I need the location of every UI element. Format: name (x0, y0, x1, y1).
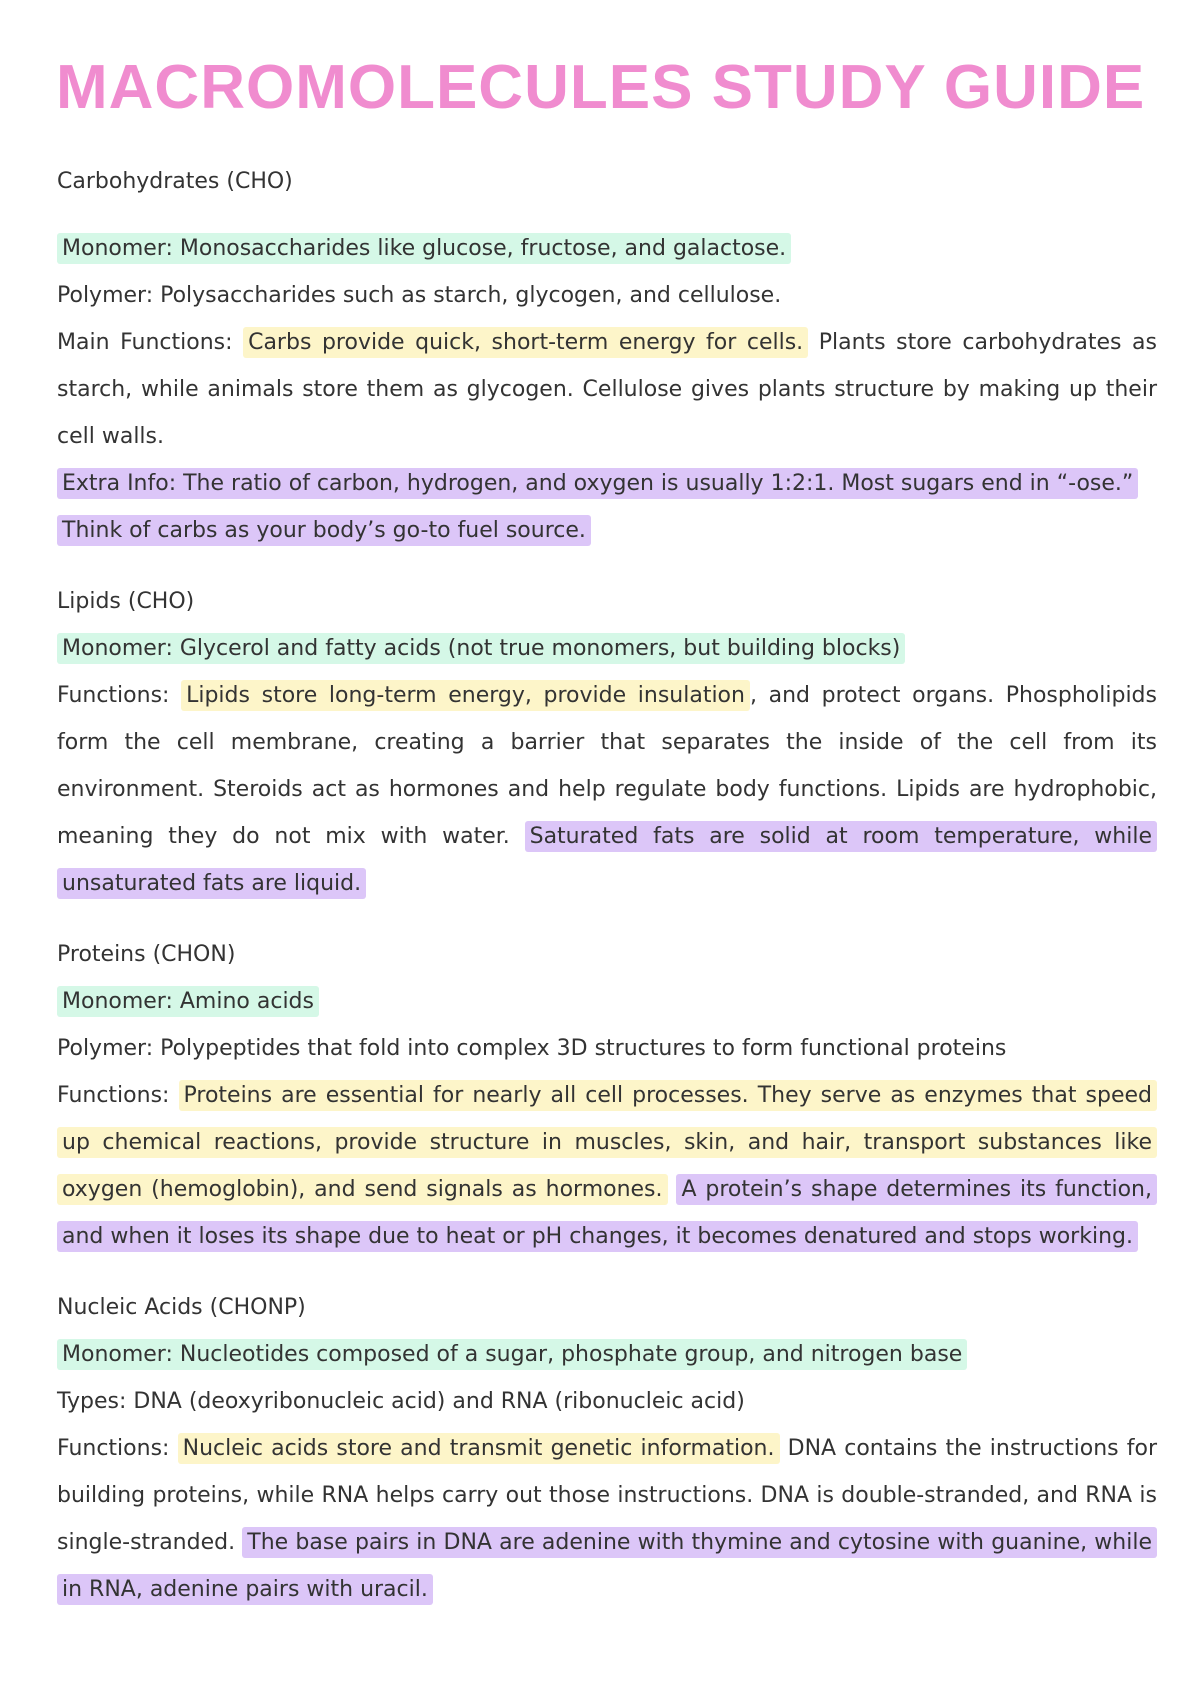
functions-label: Functions: (57, 683, 182, 708)
lipids-monomer: Monomer: Glycerol and fatty acids (not true monomers, but building blocks) (57, 633, 905, 664)
lipids-function-text: , and protect organs. Phospholipids form the cell membrane, creating a barrier that separates the inside of the cell from its environment. Steroids act as hormones and help regulate body functions. Lipids are hydrophobic, meaning they do not mix with water. (57, 683, 1157, 849)
section-heading-carbohydrates: Carbohydrates (CHO) (57, 169, 293, 194)
nucleic-monomer: Monomer: Nucleotides composed of a sugar, phosphate group, and nitrogen base (57, 1339, 967, 1370)
nucleic-functions (57, 1425, 1157, 1613)
lipids-extra-info: Saturated fats are solid at room temperature, while unsaturated fats are liquid. (57, 821, 1157, 899)
carbs-function-highlight: Carbs provide quick, short-term energy for cells. (243, 327, 808, 358)
nucleic-extra-info: The base pairs in DNA are adenine with thymine and cytosine with guanine, while in RNA, adenine pairs with uracil. (57, 1527, 1157, 1605)
functions-label: Functions: (57, 1083, 179, 1108)
section-heading-proteins: Proteins (CHON) (57, 942, 236, 967)
carbs-extra-info: Extra Info: The ratio of carbon, hydrogen, and oxygen is usually 1:2:1. Most sugars end in “-ose.” Think of carbs as your body’s go-to fuel source. (57, 468, 1138, 546)
nucleic-function-text: DNA contains the instructions for building proteins, while RNA helps carry out those instructions. DNA is double-stranded, and RNA is single-stranded. (57, 1436, 1157, 1555)
carbs-monomer: Monomer: Monosaccharides like glucose, fructose, and galactose. (57, 233, 791, 264)
page-title: MACROMOLECULES STUDY GUIDE (56, 53, 1146, 122)
guide-content (57, 158, 1157, 1613)
proteins-extra-info: A protein’s shape determines its function, and when it loses its shape due to heat or pH changes, it becomes denatured and stops working. (57, 1174, 1157, 1252)
lipids-function-highlight: Lipids store long-term energy, provide insulation (181, 680, 750, 711)
proteins-polymer: Polymer: Polypeptides that fold into complex 3D structures to form functional proteins (57, 1036, 1007, 1061)
proteins-function-highlight: Proteins are essential for nearly all cell processes. They serve as enzymes that speed up chemical reactions, provide structure in muscles, skin, and hair, transport substances like oxygen (hemoglobin), and send signals as hormones. (57, 1080, 1157, 1205)
proteins-functions (57, 1072, 1157, 1260)
section-heading-nucleic-acids: Nucleic Acids (CHONP) (57, 1295, 306, 1320)
section-heading-lipids: Lipids (CHO) (57, 589, 195, 614)
carbs-polymer: Polymer: Polysaccharides such as starch, glycogen, and cellulose. (57, 283, 782, 308)
nucleic-function-highlight: Nucleic acids store and transmit genetic information. (178, 1433, 780, 1464)
proteins-monomer: Monomer: Amino acids (57, 986, 319, 1017)
carbs-functions (57, 319, 1157, 460)
functions-label: Main Functions: (57, 330, 244, 355)
functions-label: Functions: (57, 1436, 178, 1461)
carbs-function-text: Plants store carbohydrates as starch, while animals store them as glycogen. Cellulose gives plants structure by making up their cell walls. (57, 330, 1158, 449)
nucleic-types: Types: DNA (deoxyribonucleic acid) and RNA (ribonucleic acid) (57, 1389, 745, 1414)
lipids-functions (57, 672, 1157, 907)
